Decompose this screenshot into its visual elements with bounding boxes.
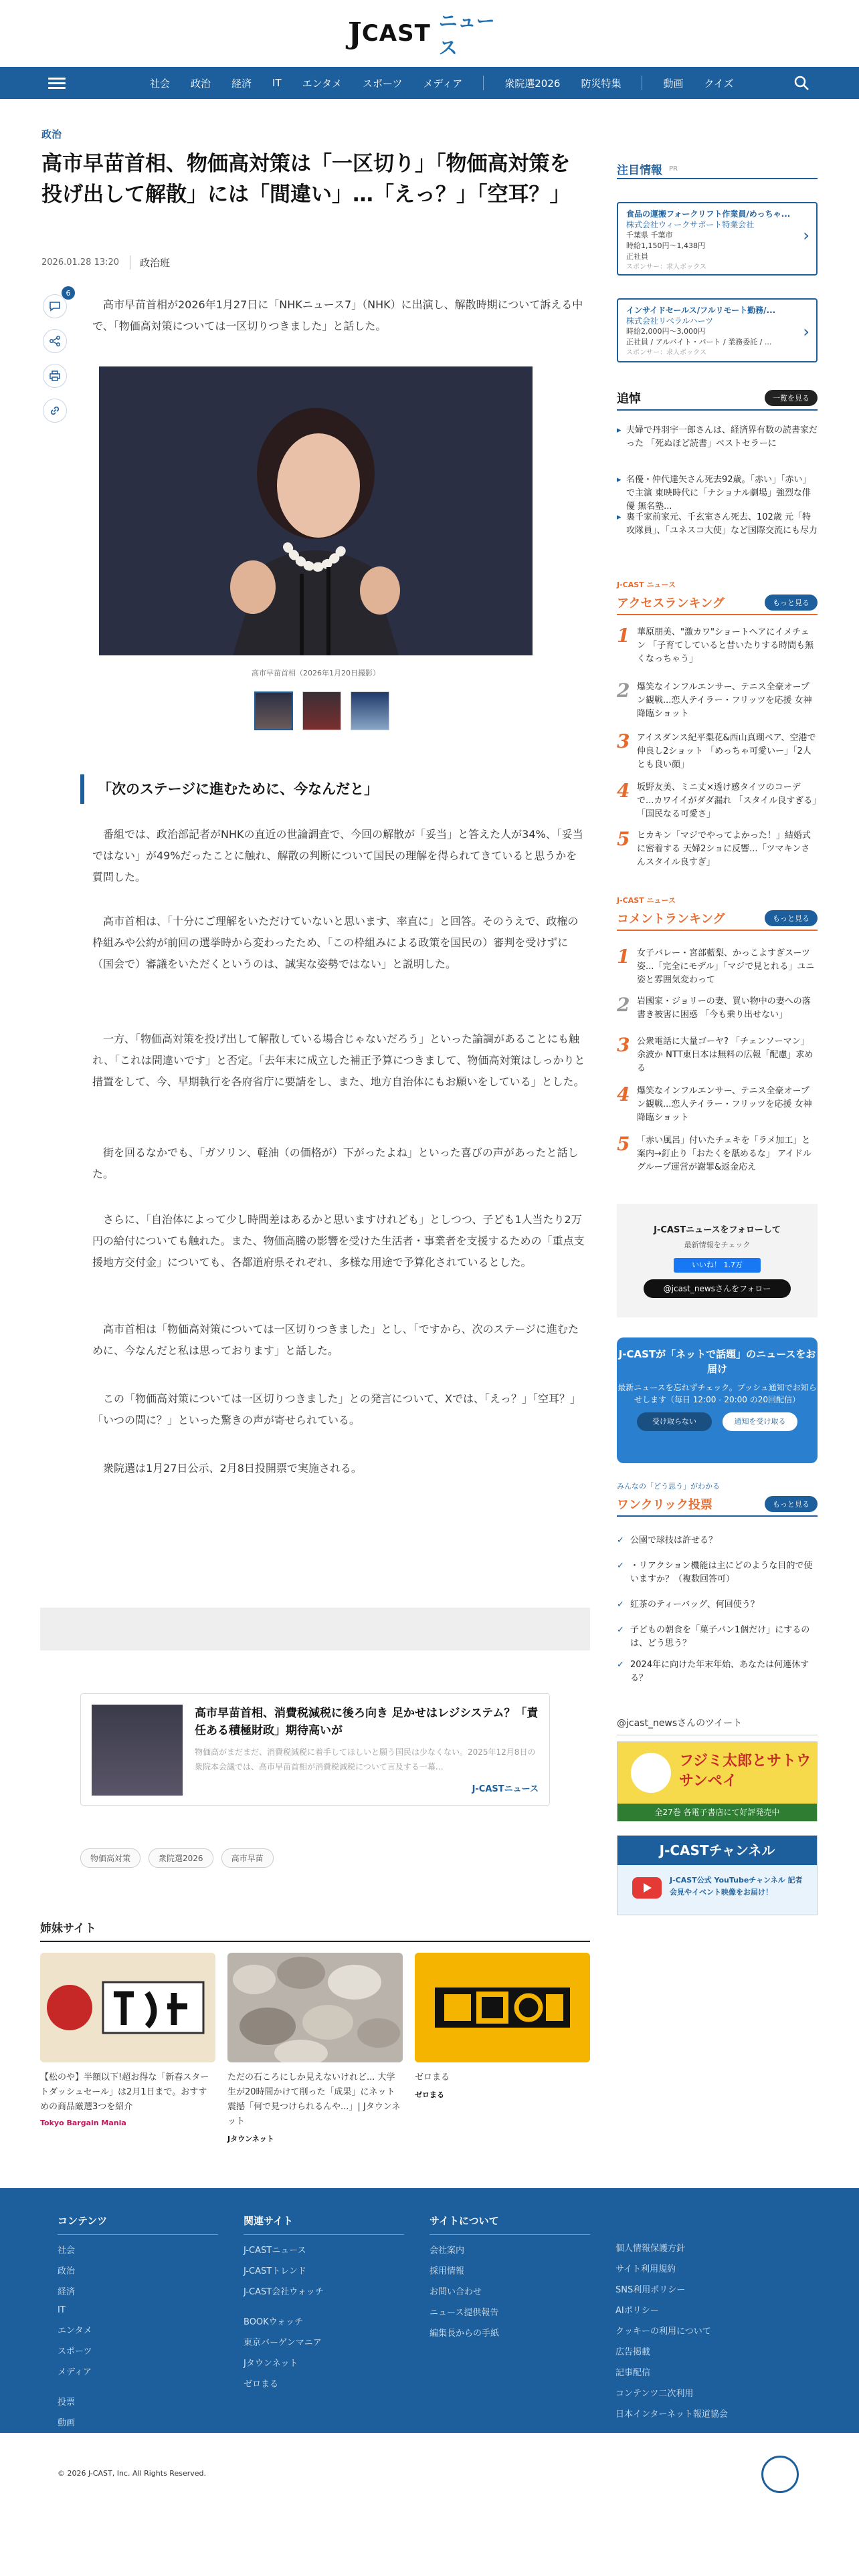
rank-title: 「赤い風呂」付いたチェキを「ラメ加工」と案内→釘止り「おたくを舐めるな」 アイドルグループ運営が謝罪&返金応え bbox=[637, 1136, 812, 1172]
sister-card-text: ただの石ころにしか見えないけれど... 大学生が20時間かけて削った「成果」にネット震撼「何で見つけられるんや...」| Jタウンネット bbox=[227, 2072, 401, 2127]
footer-link[interactable]: エンタメ bbox=[58, 2326, 92, 2336]
footer-link[interactable]: 記事配信 bbox=[615, 2368, 651, 2378]
footer-link[interactable]: 経済 bbox=[58, 2287, 76, 2297]
footer-link[interactable]: AIポリシー bbox=[615, 2306, 659, 2316]
print-icon bbox=[49, 370, 61, 382]
footer-link[interactable]: 個人情報保護方針 bbox=[615, 2244, 686, 2254]
sister-card-image bbox=[415, 1953, 590, 2062]
manga-banner-sub: 全27巻 各電子書店にて好評発売中 bbox=[617, 1804, 817, 1821]
follow-heading: J-CASTニュースをフォローして bbox=[654, 1225, 781, 1235]
logo-news: ニュース bbox=[438, 10, 495, 59]
nav-item-politics[interactable]: 政治 bbox=[191, 77, 211, 90]
tweets-heading: @jcast_newsさんのツイート bbox=[617, 1716, 818, 1735]
follow-box bbox=[617, 1204, 818, 1317]
footer-heading-blank bbox=[615, 2214, 776, 2233]
copyright: © 2026 J-CAST, Inc. All Rights Reserved. bbox=[58, 2469, 206, 2478]
job-ad-card[interactable] bbox=[617, 202, 818, 276]
footer-link[interactable]: メディア bbox=[58, 2367, 92, 2377]
photo-thumbnails bbox=[254, 691, 399, 730]
footer-link[interactable]: クッキーの利用について bbox=[615, 2327, 711, 2337]
job-location: 千葉県 千葉市 bbox=[626, 231, 673, 239]
article-paragraph: 衆院選は1月27日公示、2月8日投開票で実施される。 bbox=[103, 1462, 362, 1475]
sister-card-image bbox=[227, 1953, 403, 2062]
nav-item-disaster[interactable]: 防災特集 bbox=[581, 77, 622, 90]
sister-sites-heading: 姉妹サイト bbox=[40, 1915, 590, 1942]
sister-card[interactable] bbox=[415, 1953, 590, 2100]
footer-heading: コンテンツ bbox=[58, 2214, 218, 2235]
tag-chip[interactable]: 高市早苗 bbox=[221, 1848, 274, 1868]
pr-label: PR bbox=[669, 165, 678, 173]
rank-title: 爆笑なインフルエンサー、テニス全豪オープン観戦...恋人テイラー・フリッツを応援 女神降臨ショット bbox=[637, 682, 812, 719]
sister-card-text: 【松のや】半額以下!超お得な「新春スタートダッシュセール」は2月1日まで。おすすめの商品厳選3つを紹介 bbox=[40, 2072, 209, 2112]
footer-link[interactable]: 動画 bbox=[58, 2418, 76, 2428]
related-article-title: 高市早苗首相、消費税減税に後ろ向き 足かせはレジシステム？「責任ある積極財政」期待高いが bbox=[195, 1707, 539, 1737]
footer-link[interactable]: J-CASTトレンド bbox=[244, 2266, 306, 2276]
rank-title: 坂野友美、ミニ丈×透け感タイツのコーデで...カワイイがダダ漏れ 「スタイル良すぎる」「国民なる可愛さ」 bbox=[637, 782, 817, 819]
site-header bbox=[0, 0, 859, 67]
ranking-item[interactable] bbox=[617, 732, 818, 772]
rank-title: 女子バレー・宮部藍梨、かっこよすぎスーツ姿...「完全にモデル」「マジで見とれる」ユニ姿と雰囲気変わって bbox=[637, 948, 815, 985]
job-pay: 時給1,150円〜1,438円 bbox=[626, 241, 705, 250]
photo-illustration bbox=[99, 366, 533, 655]
jcast-label: J-CAST ニュース bbox=[617, 580, 676, 589]
sister-card-logo: Tokyo Bargain Mania bbox=[40, 2119, 126, 2127]
rank-number: 2 bbox=[617, 679, 630, 702]
comment-ranking-heading bbox=[617, 907, 818, 931]
footer-link[interactable]: お問い合わせ bbox=[430, 2287, 482, 2297]
footer-link[interactable]: IT bbox=[58, 2305, 66, 2315]
comment-count-badge: 6 bbox=[62, 286, 75, 300]
ranking-item[interactable] bbox=[617, 995, 818, 1022]
hamburger-menu-icon[interactable] bbox=[48, 75, 66, 91]
sister-card-text: ゼロまる bbox=[415, 2072, 450, 2082]
nav-item-sports[interactable]: スポーツ bbox=[363, 77, 403, 90]
photo-thumbnail[interactable] bbox=[351, 691, 389, 730]
x-follow-button[interactable]: @jcast_newsさんをフォロー bbox=[644, 1279, 791, 1298]
footer-link[interactable]: ニュース提供報告 bbox=[430, 2308, 499, 2318]
footer-link[interactable]: サイト利用規約 bbox=[615, 2264, 676, 2274]
comment-more-button[interactable]: もっと見る bbox=[765, 910, 818, 926]
ad-slot bbox=[40, 1608, 590, 1650]
job-sponsor: スポンサー：求人ボックス bbox=[626, 263, 706, 271]
job-ad-card[interactable] bbox=[617, 298, 818, 362]
rank-number: 4 bbox=[617, 1083, 630, 1105]
tag-chip[interactable]: 物価高対策 bbox=[80, 1848, 140, 1868]
tsuito-item[interactable]: ▸ 夫婦で丹羽宇一郎さんは、経済界有数の読書家だった 「死ぬほど読書」ベストセラーに bbox=[617, 424, 818, 451]
nav-item-quiz[interactable]: クイズ bbox=[704, 77, 734, 90]
manga-banner-title: フジミ太郎とサトウ サンペイ bbox=[679, 1753, 812, 1790]
job-type: 正社員 / アルバイト・パート / 業務委託 / ... bbox=[626, 338, 772, 346]
comment-ranking-title: コメントランキング bbox=[617, 912, 725, 926]
ranking-item[interactable] bbox=[617, 947, 818, 987]
related-article-source: J-CASTニュース bbox=[472, 1784, 539, 1794]
footer-link[interactable]: J-CAST会社ウォッチ bbox=[244, 2287, 324, 2297]
job-company: 株式会社リベラルハーツ bbox=[626, 316, 714, 326]
ranking-item[interactable] bbox=[617, 1134, 818, 1174]
rank-number: 3 bbox=[617, 1034, 630, 1056]
sister-card-logo: Jタウンネット bbox=[227, 2135, 274, 2143]
footer-link[interactable]: 日本インターネット報道協会 bbox=[615, 2409, 728, 2420]
poll-item[interactable]: ✓ ・リアクション機能は主にどのような目的で使いますか？（複数回答可） bbox=[617, 1560, 818, 1586]
share-button[interactable] bbox=[43, 329, 67, 353]
footer-link[interactable]: 採用情報 bbox=[430, 2266, 465, 2276]
poll-title: ワンクリック投票 bbox=[617, 1498, 712, 1512]
footer-link[interactable]: 東京バーゲンマニア bbox=[244, 2338, 322, 2348]
ranking-item[interactable] bbox=[617, 626, 818, 666]
nav-item-video[interactable]: 動画 bbox=[663, 77, 684, 90]
job-company: 株式会社ウィークサポート特業会社 bbox=[626, 220, 755, 229]
poll-item[interactable]: ✓ 紅茶のティーバッグ、何回使う？ bbox=[617, 1598, 818, 1612]
poll-item[interactable]: ✓ 2024年に向けた年末年始、あなたは何連休する？ bbox=[617, 1658, 818, 1685]
youtube-icon bbox=[632, 1877, 662, 1899]
footer-link[interactable]: 政治 bbox=[58, 2266, 76, 2276]
article-paragraph: この「物価高対策については一区切りつきました」との発言について、Xでは、「えっ？」「空耳？」「いつの間に？」といった驚きの声が寄せられている。 bbox=[92, 1392, 581, 1426]
facebook-like-button[interactable]: いいね！ 1.7万 bbox=[674, 1258, 761, 1273]
rank-number: 3 bbox=[617, 730, 630, 752]
rank-number: 2 bbox=[617, 994, 630, 1016]
footer-link[interactable]: Jタウンネット bbox=[244, 2359, 298, 2369]
rank-number: 4 bbox=[617, 780, 630, 802]
notice-accept-button[interactable]: 通知を受け取る bbox=[723, 1412, 797, 1431]
nav-item-it[interactable]: IT bbox=[272, 77, 282, 89]
nav-item-society[interactable]: 社会 bbox=[150, 77, 171, 90]
attention-heading bbox=[617, 159, 818, 179]
ranking-item[interactable] bbox=[617, 781, 818, 821]
article-paragraph: 街を回るなかでも、「ガソリン、軽油（の価格が）下がったよね」といった喜びの声があったと話した。 bbox=[92, 1146, 579, 1180]
footer-heading: サイトについて bbox=[430, 2214, 590, 2235]
sister-card-logo: ゼロまる bbox=[415, 2090, 444, 2099]
footer-heading: 関連サイト bbox=[244, 2214, 404, 2235]
push-notification-box bbox=[617, 1337, 818, 1463]
notice-decline-button[interactable]: 受け取らない bbox=[637, 1412, 712, 1431]
poll-more-button[interactable]: もっと見る bbox=[765, 1496, 818, 1512]
footer-column-related bbox=[244, 2214, 404, 2389]
ranking-item[interactable] bbox=[617, 681, 818, 721]
global-nav bbox=[0, 67, 859, 99]
logo-j: J bbox=[348, 16, 361, 51]
poll-label: みんなの「どう思う」がわかる bbox=[617, 1482, 720, 1491]
rank-number: 1 bbox=[617, 625, 630, 647]
photo-thumbnail[interactable] bbox=[302, 691, 341, 730]
article-title: 高市早苗首相、物価高対策は「一区切り」「物価高対策を投げ出して解散」には「間違い」…「えっ？」「空耳？」 bbox=[41, 152, 571, 207]
jcast-label: J-CAST ニュース bbox=[617, 896, 676, 905]
access-ranking-heading bbox=[617, 591, 818, 615]
poll-item[interactable]: ✓ 公園で球技は許せる？ bbox=[617, 1534, 818, 1547]
footer-link[interactable]: ゼロまる bbox=[244, 2379, 279, 2389]
rank-number: 5 bbox=[617, 828, 630, 850]
nav-item-economy[interactable]: 経済 bbox=[231, 77, 252, 90]
footer-link[interactable]: 社会 bbox=[58, 2246, 76, 2256]
tsuito-title: 追悼 bbox=[617, 392, 641, 406]
copy-link-button[interactable] bbox=[43, 399, 67, 423]
related-article-thumbnail bbox=[92, 1705, 183, 1796]
photo-caption: 高市早苗首相（2026年1月20日撮影） bbox=[252, 669, 380, 677]
article-subheading: 「次のステージに進むために、今なんだと」 bbox=[80, 774, 589, 804]
poll-heading bbox=[617, 1493, 818, 1517]
youtube-banner[interactable] bbox=[617, 1835, 818, 1915]
footer-column-about bbox=[430, 2214, 590, 2339]
footer-link[interactable]: J-CASTニュース bbox=[244, 2246, 306, 2256]
tag-chip[interactable]: 衆院選2026 bbox=[149, 1848, 213, 1868]
footer-column-contents bbox=[58, 2214, 218, 2428]
chevron-right-icon: › bbox=[803, 226, 809, 245]
job-type: 正社員 bbox=[626, 252, 648, 261]
follow-sub: 最新情報をチェック bbox=[684, 1241, 751, 1249]
nav-item-entertainment[interactable]: エンタメ bbox=[302, 77, 343, 90]
nav-item-election[interactable]: 衆院選2026 bbox=[504, 77, 561, 90]
photo-thumbnail[interactable] bbox=[254, 691, 293, 730]
article-date: 2026.01.28 13:20 bbox=[41, 257, 120, 267]
job-sponsor: スポンサー：求人ボックス bbox=[626, 349, 706, 356]
article-paragraph: さらに、「自治体によって少し時間差はあるかと思いますけれども」としつつ、子ども1人当たり2万円の給付についても触れた。また、物価高騰の影響を受けた生活者・事業者を支援するための「重点支援地方交付金」についても、各都道府県それぞれ、多様な用途で予算化されているとした。 bbox=[92, 1213, 585, 1269]
manga-character-icon bbox=[631, 1753, 671, 1793]
print-button[interactable] bbox=[43, 364, 67, 388]
footer-link[interactable]: BOOKウォッチ bbox=[244, 2317, 304, 2327]
access-ranking-title: アクセスランキング bbox=[617, 597, 725, 611]
footer-link[interactable]: 編集長からの手紙 bbox=[430, 2329, 500, 2339]
sister-card[interactable] bbox=[227, 1953, 403, 2144]
link-icon bbox=[49, 405, 61, 417]
rank-title: 華原朋美、"激カワ"ショートへアにイメチェン 「子育てしていると昔いたりする時間も無くなっちゃう」 bbox=[637, 627, 814, 664]
tsuito-item[interactable]: ▸ 名優・仲代達矢さん死去92歳。「赤い」「赤い」で主演 東映時代に「ナショナル劇場」強烈な俳優 無名塾... bbox=[617, 473, 818, 514]
footer-link[interactable]: 投票 bbox=[58, 2397, 76, 2407]
rank-title: 岩國家・ジョリーの妻、買い物中の妻への落書き被害に困惑 「今も乗り出せない」 bbox=[637, 996, 811, 1020]
tsuito-item[interactable]: ▸ 裏千家前家元、千玄室さん死去、102歳 元「特攻隊員」、「ユネスコ大使」など国際交流にも尽力 bbox=[617, 511, 818, 538]
tag-list bbox=[80, 1848, 282, 1868]
rank-title: 公衆電話に大量ゴーヤ? 「チェンソーマン」余波か NTT東日本は無料の広報「配慮」求める bbox=[637, 1037, 814, 1073]
comment-icon bbox=[49, 300, 61, 312]
rank-number: 5 bbox=[617, 1133, 630, 1155]
tsuito-heading bbox=[617, 387, 818, 411]
rank-title: 爆笑なインフルエンサー、テニス全豪オープン観戦...恋人テイラー・フリッツを応援 女神降臨ショット bbox=[637, 1086, 812, 1123]
ranking-item[interactable] bbox=[617, 829, 818, 869]
notice-body: 最新ニュースを忘れずチェック。プッシュ通知でお知らせします（毎日 12:00 - 20:00 の20回配信） bbox=[617, 1383, 817, 1404]
footer-column-policy bbox=[615, 2214, 776, 2420]
related-article-description: 物価高がまだまだ、消費税減税に着手してほしいと願う国民は少なくない。2025年12月8日の衆院本会議では、高市早苗首相が消費税減税について言及する一幕… bbox=[195, 1747, 536, 1772]
youtube-banner-title: J-CASTチャンネル bbox=[617, 1836, 817, 1865]
job-title: インサイドセールス/フルリモート勤務/... bbox=[626, 306, 776, 315]
job-title: 食品の運搬フォークリフト作業員/めっちゃ... bbox=[626, 209, 791, 219]
footer-link[interactable]: SNS利用ポリシー bbox=[615, 2285, 686, 2295]
poll-item[interactable]: ✓ 子どもの朝食を「菓子パン1個だけ」にするのは、どう思う？ bbox=[617, 1624, 818, 1650]
attention-title: 注目情報 bbox=[617, 163, 662, 177]
share-icon bbox=[49, 335, 61, 347]
article-author[interactable]: 政治班 bbox=[130, 255, 170, 270]
nav-divider bbox=[483, 76, 484, 90]
job-pay: 時給2,000円〜3,000円 bbox=[626, 327, 705, 336]
ranking-item[interactable] bbox=[617, 1085, 818, 1125]
footer-link[interactable]: スポーツ bbox=[58, 2347, 92, 2357]
rank-number: 1 bbox=[617, 946, 630, 968]
footer-link[interactable]: コンテンツ二次利用 bbox=[615, 2389, 694, 2399]
nav-item-media[interactable]: メディア bbox=[423, 77, 463, 90]
rank-title: アイスダンス紀平梨花&西山真瑚ペア、空港で仲良し2ショット 「めっちゃ可愛いー」「2人とも良い顔」 bbox=[637, 733, 816, 770]
article-paragraph: 番組では、政治部記者がNHKの直近の世論調査で、今回の解散が「妥当」と答えた人が34%、「妥当ではない」が49%だったことに触れ、解散の判断について国民の理解を得られてきていると思うかを質問した。 bbox=[92, 828, 583, 883]
sister-card-image bbox=[40, 1953, 215, 2062]
article-paragraph: 高市首相は、「十分にご理解をいただけていないと思います、率直に」と回答。そのうえで、政権の枠組みや公約が前回の選挙時から変わったため、「この枠組みによる政策を国民の）審判を受けずに（国会で）審議をいただくというのは、誠実な姿勢ではない」と説明した。 bbox=[92, 915, 579, 970]
article-meta bbox=[41, 255, 170, 270]
search-icon[interactable] bbox=[793, 75, 809, 91]
notice-heading: J-CASTが「ネットで話題」のニュースをお届け bbox=[618, 1348, 816, 1375]
logo-cast: CAST bbox=[361, 20, 431, 47]
nav-items bbox=[150, 67, 755, 99]
breadcrumb-category[interactable]: 政治 bbox=[41, 128, 62, 140]
manga-banner[interactable] bbox=[617, 1741, 818, 1822]
access-more-button[interactable]: もっと見る bbox=[765, 595, 818, 611]
press-association-logo-icon[interactable] bbox=[761, 2456, 799, 2493]
article-paragraph: 高市首相は「物価高対策については一区切りつきました」とし、「ですから、次のステージに進むために、今なんだと私は思っております」と話した。 bbox=[92, 1323, 579, 1357]
related-article-card[interactable] bbox=[80, 1693, 550, 1806]
site-logo[interactable] bbox=[348, 10, 511, 59]
site-footer bbox=[0, 2188, 859, 2433]
chevron-right-icon: › bbox=[803, 322, 809, 341]
tsuito-more-button[interactable]: 一覧を見る bbox=[765, 390, 818, 406]
sister-card[interactable] bbox=[40, 1953, 215, 2127]
article-main-photo[interactable] bbox=[99, 366, 533, 655]
footer-link[interactable]: 会社案内 bbox=[430, 2246, 465, 2256]
rank-title: ヒカキン「マジでやってよかった！」結婚式に密着する 天婦2ショに反響...「ツマキンさんスタイル良すぎ」 bbox=[637, 831, 811, 867]
ranking-item[interactable] bbox=[617, 1035, 818, 1075]
footer-link[interactable]: 広告掲載 bbox=[615, 2347, 651, 2357]
article-paragraph: 一方、「物価高対策を投げ出して解散している場合じゃないだろう」といった論調があることにも触れ、「これは間違いです」と否定。「去年末に成立した補正予算につきまして、物価高対策はしっかりと措置をして、今、早期執行を各府省庁に要請をし、また、地方自治体にもお願いをしている」とした。 bbox=[92, 1033, 585, 1088]
article-lead: 高市早苗首相が2026年1月27日に「NHKニュース7」（NHK）に出演し、解散時期について訴える中で、「物価高対策については一区切りつきました」と話した。 bbox=[92, 298, 583, 332]
youtube-banner-sub: J-CAST公式 YouTubeチャンネル 記者会見やイベント映像をお届け！ bbox=[670, 1876, 803, 1897]
